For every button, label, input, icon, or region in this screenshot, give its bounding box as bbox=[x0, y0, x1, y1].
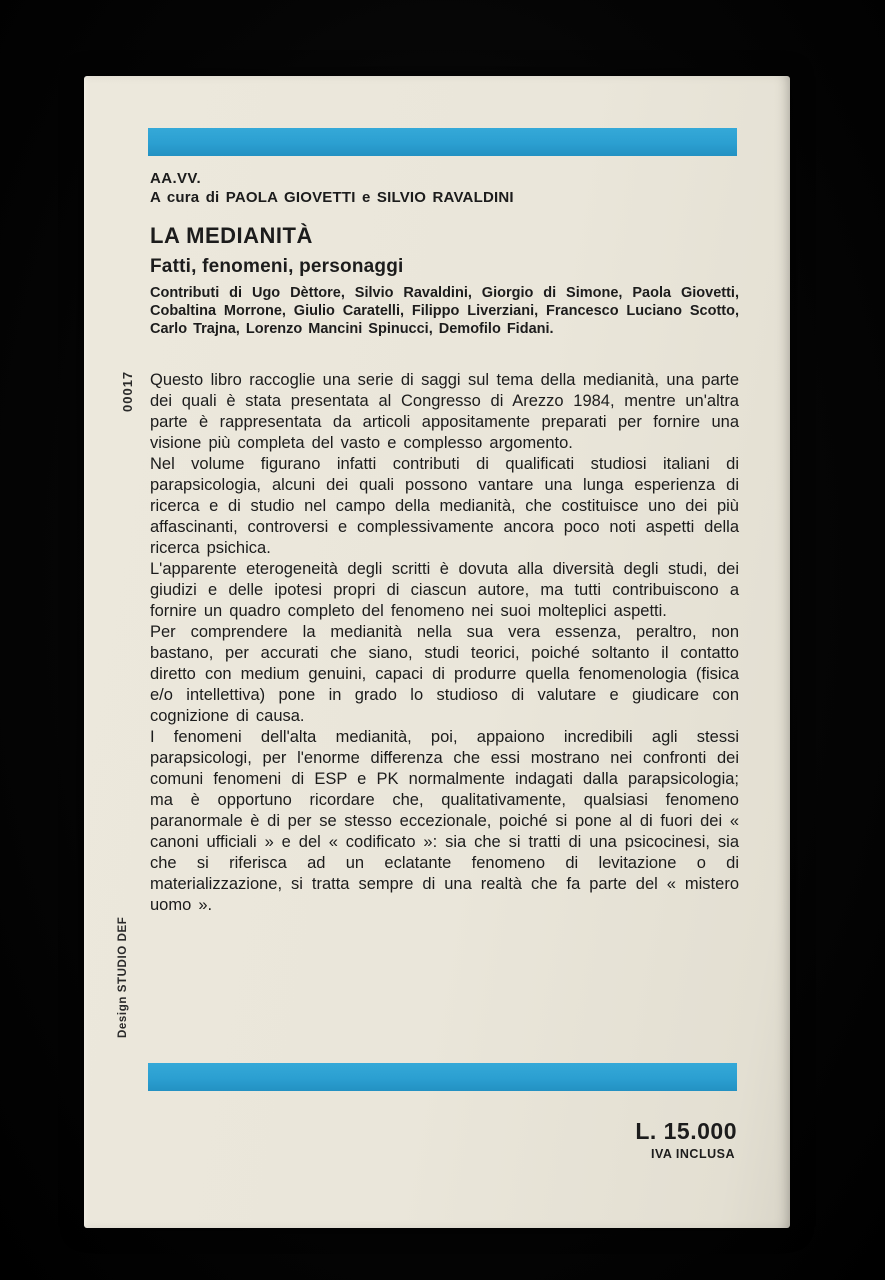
price: L. 15.000 bbox=[635, 1118, 737, 1144]
price-block bbox=[635, 1118, 737, 1161]
book-back-cover bbox=[84, 76, 790, 1228]
design-credit: Design STUDIO DEF bbox=[117, 916, 129, 1038]
bottom-color-bar bbox=[148, 1063, 737, 1091]
book-subtitle: Fatti, fenomeni, personaggi bbox=[150, 256, 404, 277]
book-title: LA MEDIANITÀ bbox=[150, 223, 313, 248]
contributors-note: Contributi di Ugo Dèttore, Silvio Ravaldini, Giorgio di Simone, Paola Giovetti, Cobaltina Morrone, Giulio Caratelli, Filippo Liverziani, Francesco Luciano Scotto, Carlo Trajna, Lorenzo Mancini Spinucci, Demofilo Fidani. bbox=[150, 285, 739, 337]
body-paragraph: Nel volume figurano infatti contributi di qualificati studiosi italiani di parapsicologia, alcuni dei quali possono vantare una lunga esperienza di ricerca e di studio nel campo della medianità, che costituisce uno dei più affascinanti, controversi e complessivamente ancora poco noti aspetti della ricerca psichica. bbox=[150, 455, 739, 557]
body-text bbox=[150, 370, 739, 916]
spine-code: 00017 bbox=[120, 370, 135, 412]
body-paragraph: I fenomeni dell'alta medianità, poi, appaiono incredibili agli stessi parapsicologi, per l'enorme differenza che essi mostrano nei confronti dei comuni fenomeni di ESP e PK normalmente indagati dalla parapsicologia; ma è opportuno ricordare che, qualitativamente, qualsiasi fenomeno paranormale è di per se stesso eccezionale, poiché si pone al di fuori dei « canoni ufficiali » e del « codificato »: sia che si tratti di una psicocinesi, sia che si riferisca ad un eclatante fenomeno di levitazione o di materializzazione, si tratta sempre di una realtà che fa parte del « mistero uomo ». bbox=[150, 728, 739, 914]
top-color-bar bbox=[148, 128, 737, 156]
body-paragraph: L'apparente eterogeneità degli scritti è dovuta alla diversità degli studi, dei giudizi e delle ipotesi propri di ciascun autore, ma tutti contribuiscono a fornire un quadro completo del fenomeno nei suoi molteplici aspetti. bbox=[150, 560, 739, 620]
authors-label: AA.VV. bbox=[150, 170, 202, 187]
curators-line: A cura di PAOLA GIOVETTI e SILVIO RAVALDINI bbox=[150, 189, 514, 206]
body-paragraph: Questo libro raccoglie una serie di saggi sul tema della medianità, una parte dei quali è stata presentata al Congresso di Arezzo 1984, mentre un'altra parte è rappresentata da articoli appositamente preparati per fornire una visione più completa del vasto e complesso argomento. bbox=[150, 371, 739, 452]
vat-note: IVA INCLUSA bbox=[651, 1147, 735, 1161]
body-paragraph: Per comprendere la medianità nella sua vera essenza, peraltro, non bastano, per accurati che siano, studi teorici, poiché soltanto il contatto diretto con medium genuini, capaci di produrre quella fenomenologia (fisica e/o intellettiva) pone in grado lo studioso di valutare e giudicare con cognizione di causa. bbox=[150, 623, 739, 725]
